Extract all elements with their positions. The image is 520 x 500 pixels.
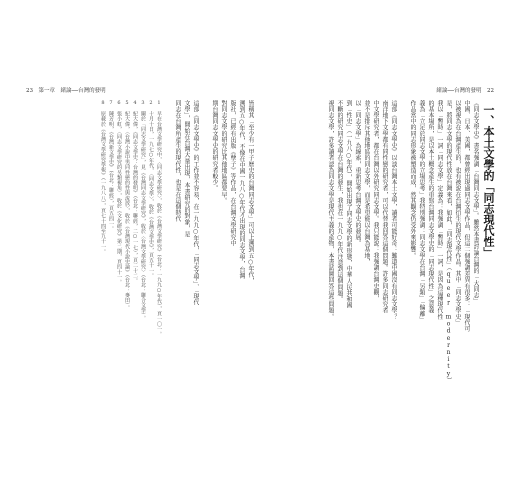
footnote: 7 陳芳明，《台灣新文學史》（台北：聯經），頁五四一。 (108, 100, 114, 232)
footnote: 1 早在台灣文學研究中，〈同志文學研究〉，收於《台灣文學研究》（台北：一九九○年代），頁一〇一。 (156, 100, 162, 337)
text-column: 的基本場所，是以本土概念產生的重寫台灣同志文學史的「同志現代性」之意義 (427, 100, 434, 314)
footnote: 6 張小虹，〈同志文學研究的另類視角〉，收於《文化研究》第二期，頁四十一。 (116, 100, 122, 285)
text-column: 不斷的研究同志文學在台灣的發生，我也在一九九○年代注意到這個問題。 (336, 100, 343, 303)
text-column: 義為「立足於同志文學的立場思考」我特別強調：同志文學在台灣「另類」「偏離」 (418, 100, 425, 323)
left-running-header: 23 第一章 緒論──台灣的發明 (26, 88, 106, 94)
text-column: 這部《同志文學史》的工作並不容易，在一九九○年代，「同志文學」、「現代 (192, 100, 199, 306)
text-column: 南洋地下文學都有同性戀的研究者，可以代替我回答這個問題。許多同志研究者 (381, 100, 388, 314)
text-column: 這部《同志文學史》以談台灣本土文學，讀者可能好奇：難道中國沒有同志文學？ (390, 100, 397, 320)
footnote: 5 紀大偉，〈台灣小說中男同性戀的性與流放〉，收於《台灣現代小說史論》（台北：麥田）。 (124, 100, 130, 311)
text-column: 以被視為在台灣產生的，也有被說在台灣衍生的現代文學作品。其中「同志文學史」 (454, 100, 461, 326)
text-column: 同志在台灣所產生的現代性，也是在這個時代 (174, 100, 181, 222)
text-column: 以「同志文學」為線索，重新思考台灣文學史的發展。 (354, 100, 361, 247)
left-page (26, 100, 254, 392)
text-column: 是，將同志文學的現代性放在台灣來看，如此，「同志現代性」（queer modernity） (445, 100, 452, 384)
paragraph-break (201, 100, 209, 392)
text-column: 皆稱其「至少有一甲子歷史的台灣同志文學」可以上溯到五○年代， (247, 100, 254, 284)
text-column: 中國、日本、美國，都曾經出現過同志文學作品，但這二個強調差異有很多：「現代可 (463, 100, 470, 332)
text-column: 並不是排斥其他地區的同志文學，而是希望能以台灣為基地， (363, 100, 370, 265)
text-column: 到「性史」（一九八○年代），開始出現了同志文學的新形態，中華人民共和國 (345, 100, 352, 309)
footnote: 2 十月十日，一九七○年代，〈同志文學〉，收於《台灣文學史》，頁五十一。 (148, 100, 154, 279)
paragraph-break (399, 100, 407, 392)
text-column: 《同志文學史》書名強調「台灣同志文學」。雖然本書討論台灣的「大同志」 (472, 100, 479, 305)
text-column: 對同志文學的研究比其他地區都要早。 (220, 100, 227, 204)
paragraph-break (164, 100, 172, 392)
text-column: 文學」，開始在台灣大量出現，本書研究的對象，是 (183, 100, 190, 238)
text-column: 我以「暫時」一詞「同志文學」定義為：我強調「暫時」一詞，是因為這種現代性 (436, 100, 443, 320)
footnote: 3 關於「同志文學研究」，見《台灣同志文學研究》，收於〈台灣文學研究〉（台北：聯合文學）。 (140, 100, 146, 321)
text-column: 作品當中的同志形象被塑造而成，然其觀念仍受外來影響。 (409, 100, 416, 259)
footnote: 4 紀大偉，《同志文學史：台灣的發明》（台北：聯經，二○一七），頁二十二。 (132, 100, 138, 284)
text-column: 溯到五○年代，不像在中國一九八○年代才出現的同志文學，台灣 (238, 100, 245, 279)
text-column: 中文學研究者，都在台灣以外研究同志文學。我只能說：我強調台灣史觀， (372, 100, 379, 302)
right-page (265, 100, 495, 392)
footnote: 8 原載於《台灣文學研究學報》（一九八八），頁七十四至九十一。 (100, 100, 106, 255)
section-heading: 一、本土文學的「同志現代性」 (482, 104, 495, 258)
text-column: 視同志文學，許多讀者認為同志文學是現代主義的產物，本書試圖回答這些問題。 (327, 100, 334, 320)
text-column: 版社，已經有出版《孽子》等作品，在台灣文學研究中 (229, 100, 236, 247)
text-column: 期台灣同志文學史的研究者較少。 (211, 100, 218, 192)
right-running-header: 緒論──台灣的發明 22 (436, 88, 494, 94)
